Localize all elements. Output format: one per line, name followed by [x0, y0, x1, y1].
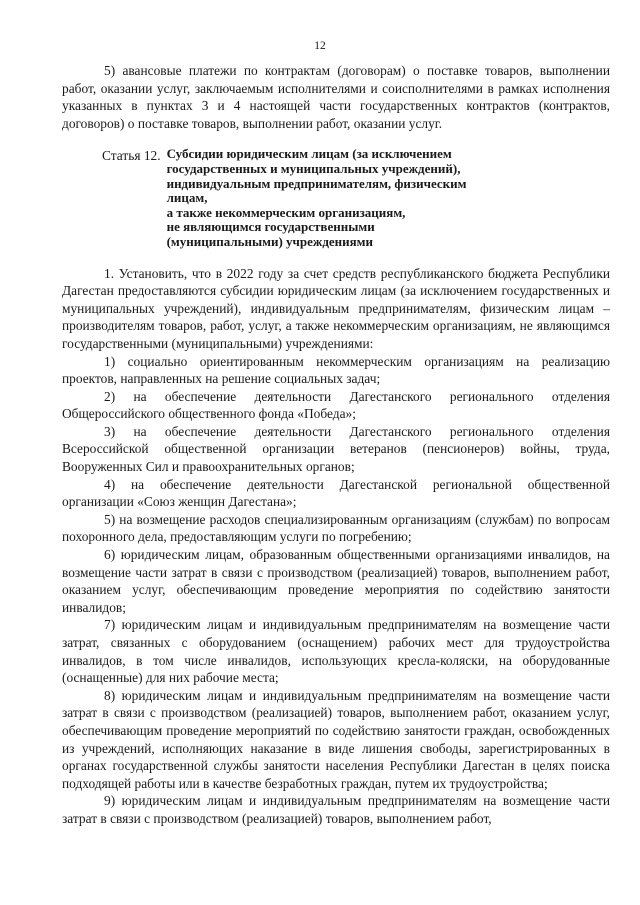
list-item-1: 1) социально ориентированным некоммерческим организациям на реализацию проектов, направленных на решение социальных задач; [62, 353, 610, 387]
list-item-2: 2) на обеспечение деятельности Дагестанского регионального отделения Общероссийского общественного фонда «Победа»; [62, 388, 610, 422]
paragraph-1: 1. Установить, что в 2022 году за счет средств республиканского бюджета Республики Дагестан предоставляются субсидии юридическим лицам (за исключением государственных и муниципальных учреждений), индивидуальным предпринимателям, физическим лицам – производителям товаров, работ, услуг, а также некоммерческим организациям, не являющимся государственными (муниципальными) учреждениями: [62, 265, 610, 351]
article-title-line: индивидуальным предпринимателям, физическим лицам, [166, 175, 467, 206]
list-item-5: 5) на возмещение расходов специализированным организациям (службам) по вопросам похоронного дела, предоставляющим услуги по погребению; [62, 511, 610, 545]
article-title-line: (муниципальными) учреждениями [166, 233, 374, 249]
document-body [62, 62, 610, 828]
list-item-8: 8) юридическим лицам и индивидуальным предпринимателям на возмещение части затрат в связи с производством (реализацией) товаров, выполнением работ, оказанием услуг, обеспечивающим проведение мероприятий по содействию занятости граждан, освобожденных из учреждений, исполняющих наказание в виде лишения свободы, зарегистрированных в органах государственной службы занятости населения Республики Дагестан в целях поиска подходящей работы или в качестве безработных граждан, путем их трудоустройства; [62, 687, 610, 791]
list-item-3: 3) на обеспечение деятельности Дагестанского регионального отделения Всероссийской общественной организации ветеранов (пенсионеров) войны, труда, Вооруженных Сил и правоохранительных органов; [62, 423, 610, 475]
list-item-6: 6) юридическим лицам, образованным общественными организациями инвалидов, на возмещение части затрат в связи с производством (реализацией) товаров, выполнением работ, оказанием услуг, обеспечивающим проведение мероприятия по содействию занятости инвалидов; [62, 547, 610, 615]
page-number: 12 [314, 40, 326, 52]
article-title-line: не являющимся государственными [166, 219, 375, 235]
article-title-line: а также некоммерческим организациям, [166, 204, 406, 220]
article-title [167, 147, 497, 249]
article-label: Статья 12. [102, 148, 161, 164]
article-title-line: Субсидии юридическим лицам (за исключением [166, 146, 452, 162]
list-item-9: 9) юридическим лицам и индивидуальным предпринимателям на возмещение части затрат в связи с производством (реализацией) товаров, выполнением работ, [62, 793, 610, 826]
article-heading [102, 147, 610, 249]
list-item-4: 4) на обеспечение деятельности Дагестанской региональной общественной организации «Союз женщин Дагестана»; [62, 476, 610, 510]
list-item-7: 7) юридическим лицам и индивидуальным предпринимателям на возмещение части затрат, связанных с оборудованием (оснащением) рабочих мест для трудоустройства инвалидов, в том числе инвалидов, использующих кресла-коляски, на оборудованные (оснащенные) для них рабочие места; [62, 617, 610, 686]
intro-list-item: 5) авансовые платежи по контрактам (договорам) о поставке товаров, выполнении работ, оказании услуг, заключаемым исполнителями и соисполнителями в рамках исполнения указанных в пунктах 3 и 4 настоящей части государственных контрактов (контрактов, договоров) о поставке товаров, выполнении работ, оказании услуг. [62, 63, 610, 131]
article-title-line: государственных и муниципальных учреждений), [166, 160, 461, 176]
